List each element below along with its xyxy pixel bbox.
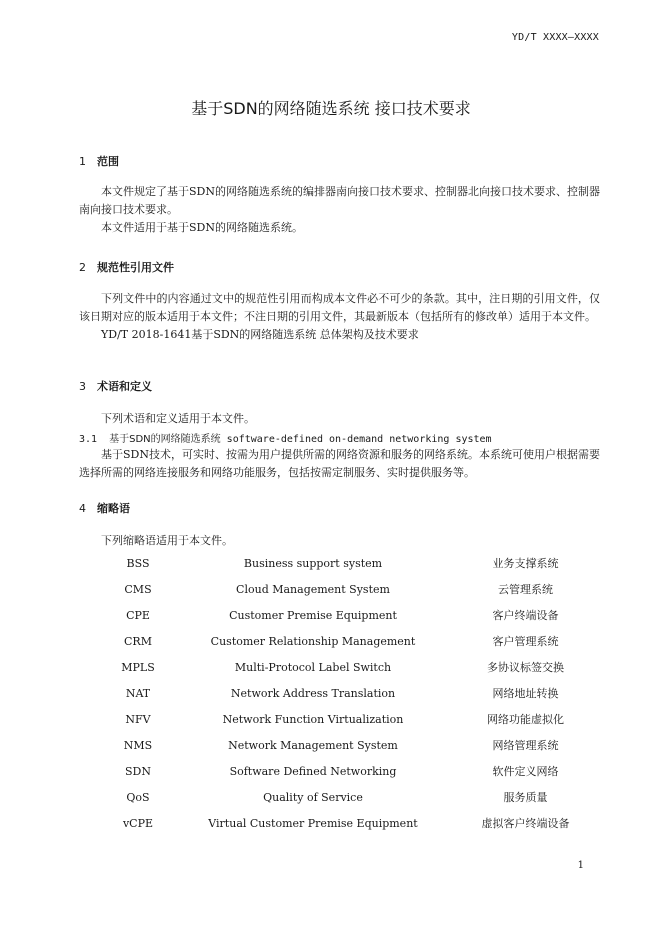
paragraph: 基于SDN技术，可实时、按需为用户提供所需的网络资源和服务的网络系统。本系统可使用户根据需要选择所需的网络连接服务和网络功能服务，包括按需定制服务、实时提供服务等。 [79, 448, 600, 479]
section-number: 1 [79, 155, 86, 168]
table-row [98, 550, 603, 576]
chinese-name-cell: 服务质量 [503, 791, 548, 804]
abbr-cell: MPLS [121, 660, 155, 674]
table-row [98, 732, 603, 758]
paragraph: 下列缩略语适用于本文件。 [101, 534, 233, 547]
table-row [98, 602, 603, 628]
paragraph: 本文件规定了基于SDN的网络随选系统的编排器南向接口技术要求、控制器北向接口技术要求、控制器南向接口技术要求。 [79, 185, 600, 216]
abbr-cell: NFV [125, 712, 151, 726]
full-name-cell: Multi-Protocol Label Switch [234, 660, 392, 674]
section-number: 4 [79, 502, 86, 515]
normative-reference: YD/T 2018-1641基于SDN的网络随选系统 总体架构及技术要求 [101, 328, 419, 341]
abbr-cell: SDN [125, 764, 151, 778]
chinese-name-cell: 客户管理系统 [492, 635, 559, 648]
abbr-cell: vCPE [122, 816, 154, 830]
abbreviations-table [98, 550, 603, 836]
section-heading-normative [79, 259, 174, 275]
term-name-cn: 基于SDN的网络随选系统 [109, 434, 221, 445]
chinese-name-cell: 软件定义网络 [492, 765, 559, 778]
table-row [98, 810, 603, 836]
term-definition [79, 446, 600, 482]
abbr-cell: CPE [126, 608, 150, 622]
abbr-cell: NAT [125, 686, 151, 700]
page-number: 1 [577, 860, 584, 871]
abbr-cell: CMS [124, 582, 152, 596]
section-title: 范围 [97, 155, 119, 168]
chinese-name-cell: 网络管理系统 [492, 739, 559, 752]
section-title: 术语和定义 [97, 380, 152, 393]
abbr-cell: BSS [126, 556, 150, 570]
full-name-cell: Software Defined Networking [229, 764, 397, 778]
chinese-name-cell: 网络地址转换 [492, 687, 559, 700]
abbr-cell: CRM [124, 634, 152, 648]
scope-text [79, 183, 600, 237]
section-title: 缩略语 [97, 502, 130, 515]
table-row [98, 758, 603, 784]
table-row [98, 576, 603, 602]
chinese-name-cell: 多协议标签交换 [487, 661, 564, 674]
normative-text [79, 290, 600, 344]
full-name-cell: Virtual Customer Premise Equipment [208, 816, 418, 830]
term-number: 3.1 [79, 434, 98, 445]
abbr-cell: QoS [126, 790, 150, 804]
full-name-cell: Cloud Management System [236, 582, 390, 596]
full-name-cell: Customer Relationship Management [210, 634, 416, 648]
terms-intro [79, 410, 600, 428]
paragraph: 本文件适用于基于SDN的网络随选系统。 [101, 221, 303, 234]
full-name-cell: Network Address Translation [230, 686, 396, 700]
section-number: 3 [79, 380, 86, 393]
section-heading-terms [79, 378, 152, 394]
section-number: 2 [79, 261, 86, 274]
section-title: 规范性引用文件 [97, 261, 174, 274]
chinese-name-cell: 业务支撑系统 [492, 557, 559, 570]
chinese-name-cell: 网络功能虚拟化 [487, 713, 564, 726]
table-row [98, 706, 603, 732]
chinese-name-cell: 虚拟客户终端设备 [481, 817, 570, 830]
paragraph: 下列术语和定义适用于本文件。 [101, 412, 255, 425]
abbreviations-intro [79, 532, 600, 550]
term-name-en: software-defined on-demand networking system [226, 434, 492, 445]
abbr-cell: NMS [123, 738, 153, 752]
chinese-name-cell: 客户终端设备 [492, 609, 559, 622]
paragraph: 下列文件中的内容通过文中的规范性引用而构成本文件必不可少的条款。其中，注日期的引用文件，仅该日期对应的版本适用于本文件；不注日期的引用文件，其最新版本（包括所有的修改单）适用于本文件。 [79, 292, 600, 323]
header-standard-code: YD/T XXXX—XXXX [511, 32, 599, 43]
full-name-cell: Network Management System [228, 738, 398, 752]
table-row [98, 680, 603, 706]
section-heading-abbreviations [79, 500, 130, 516]
term-heading [79, 430, 492, 445]
table-row [98, 628, 603, 654]
full-name-cell: Network Function Virtualization [222, 712, 404, 726]
full-name-cell: Business support system [243, 556, 383, 570]
table-row [98, 654, 603, 680]
full-name-cell: Quality of Service [263, 790, 363, 804]
table-row [98, 784, 603, 810]
chinese-name-cell: 云管理系统 [498, 583, 553, 596]
section-heading-scope [79, 153, 119, 169]
full-name-cell: Customer Premise Equipment [229, 608, 397, 622]
document-title: 基于SDN的网络随选系统 接口技术要求 [191, 99, 471, 118]
